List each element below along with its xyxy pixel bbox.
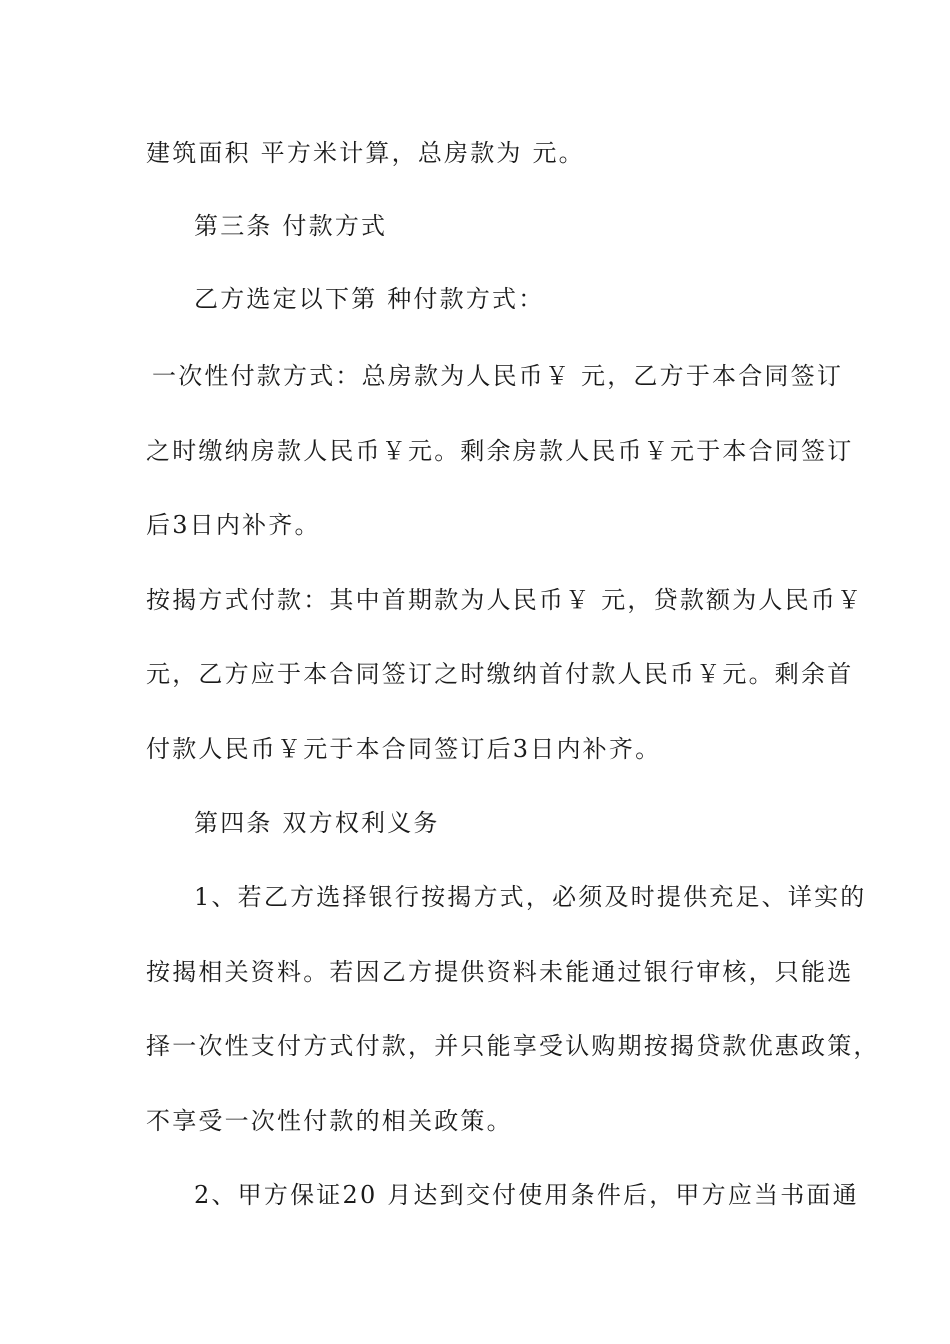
section-heading-article-3: 第三条 付款方式 <box>194 212 388 240</box>
text-line: 乙方选定以下第 种付款方式： <box>194 285 545 313</box>
section-heading-article-4: 第四条 双方权利义务 <box>194 809 440 837</box>
text-line: 不享受一次性付款的相关政策。 <box>146 1107 513 1135</box>
text-line: 之时缴纳房款人民币￥元。剩余房款人民币￥元于本合同签订 <box>146 437 854 465</box>
text-line: 后3日内补齐。 <box>146 511 321 539</box>
text-line: 建筑面积 平方米计算，总房款为 元。 <box>146 139 585 167</box>
text-line: 付款人民币￥元于本合同签订后3日内补齐。 <box>146 735 662 763</box>
text-line: 1、若乙方选择银行按揭方式，必须及时提供充足、详实的 <box>194 883 867 911</box>
text-line: 按揭相关资料。若因乙方提供资料未能通过银行审核，只能选 <box>146 958 854 986</box>
text-line: 元，乙方应于本合同签订之时缴纳首付款人民币￥元。剩余首 <box>146 660 854 688</box>
text-line: 一次性付款方式：总房款为人民币￥ 元，乙方于本合同签订 <box>152 362 844 390</box>
text-line: 择一次性支付方式付款，并只能享受认购期按揭贷款优惠政策， <box>146 1032 880 1060</box>
text-line: 按揭方式付款：其中首期款为人民币￥ 元，贷款额为人民币￥ <box>146 586 864 614</box>
text-line: 2、甲方保证20 月达到交付使用条件后，甲方应当书面通 <box>194 1181 859 1209</box>
